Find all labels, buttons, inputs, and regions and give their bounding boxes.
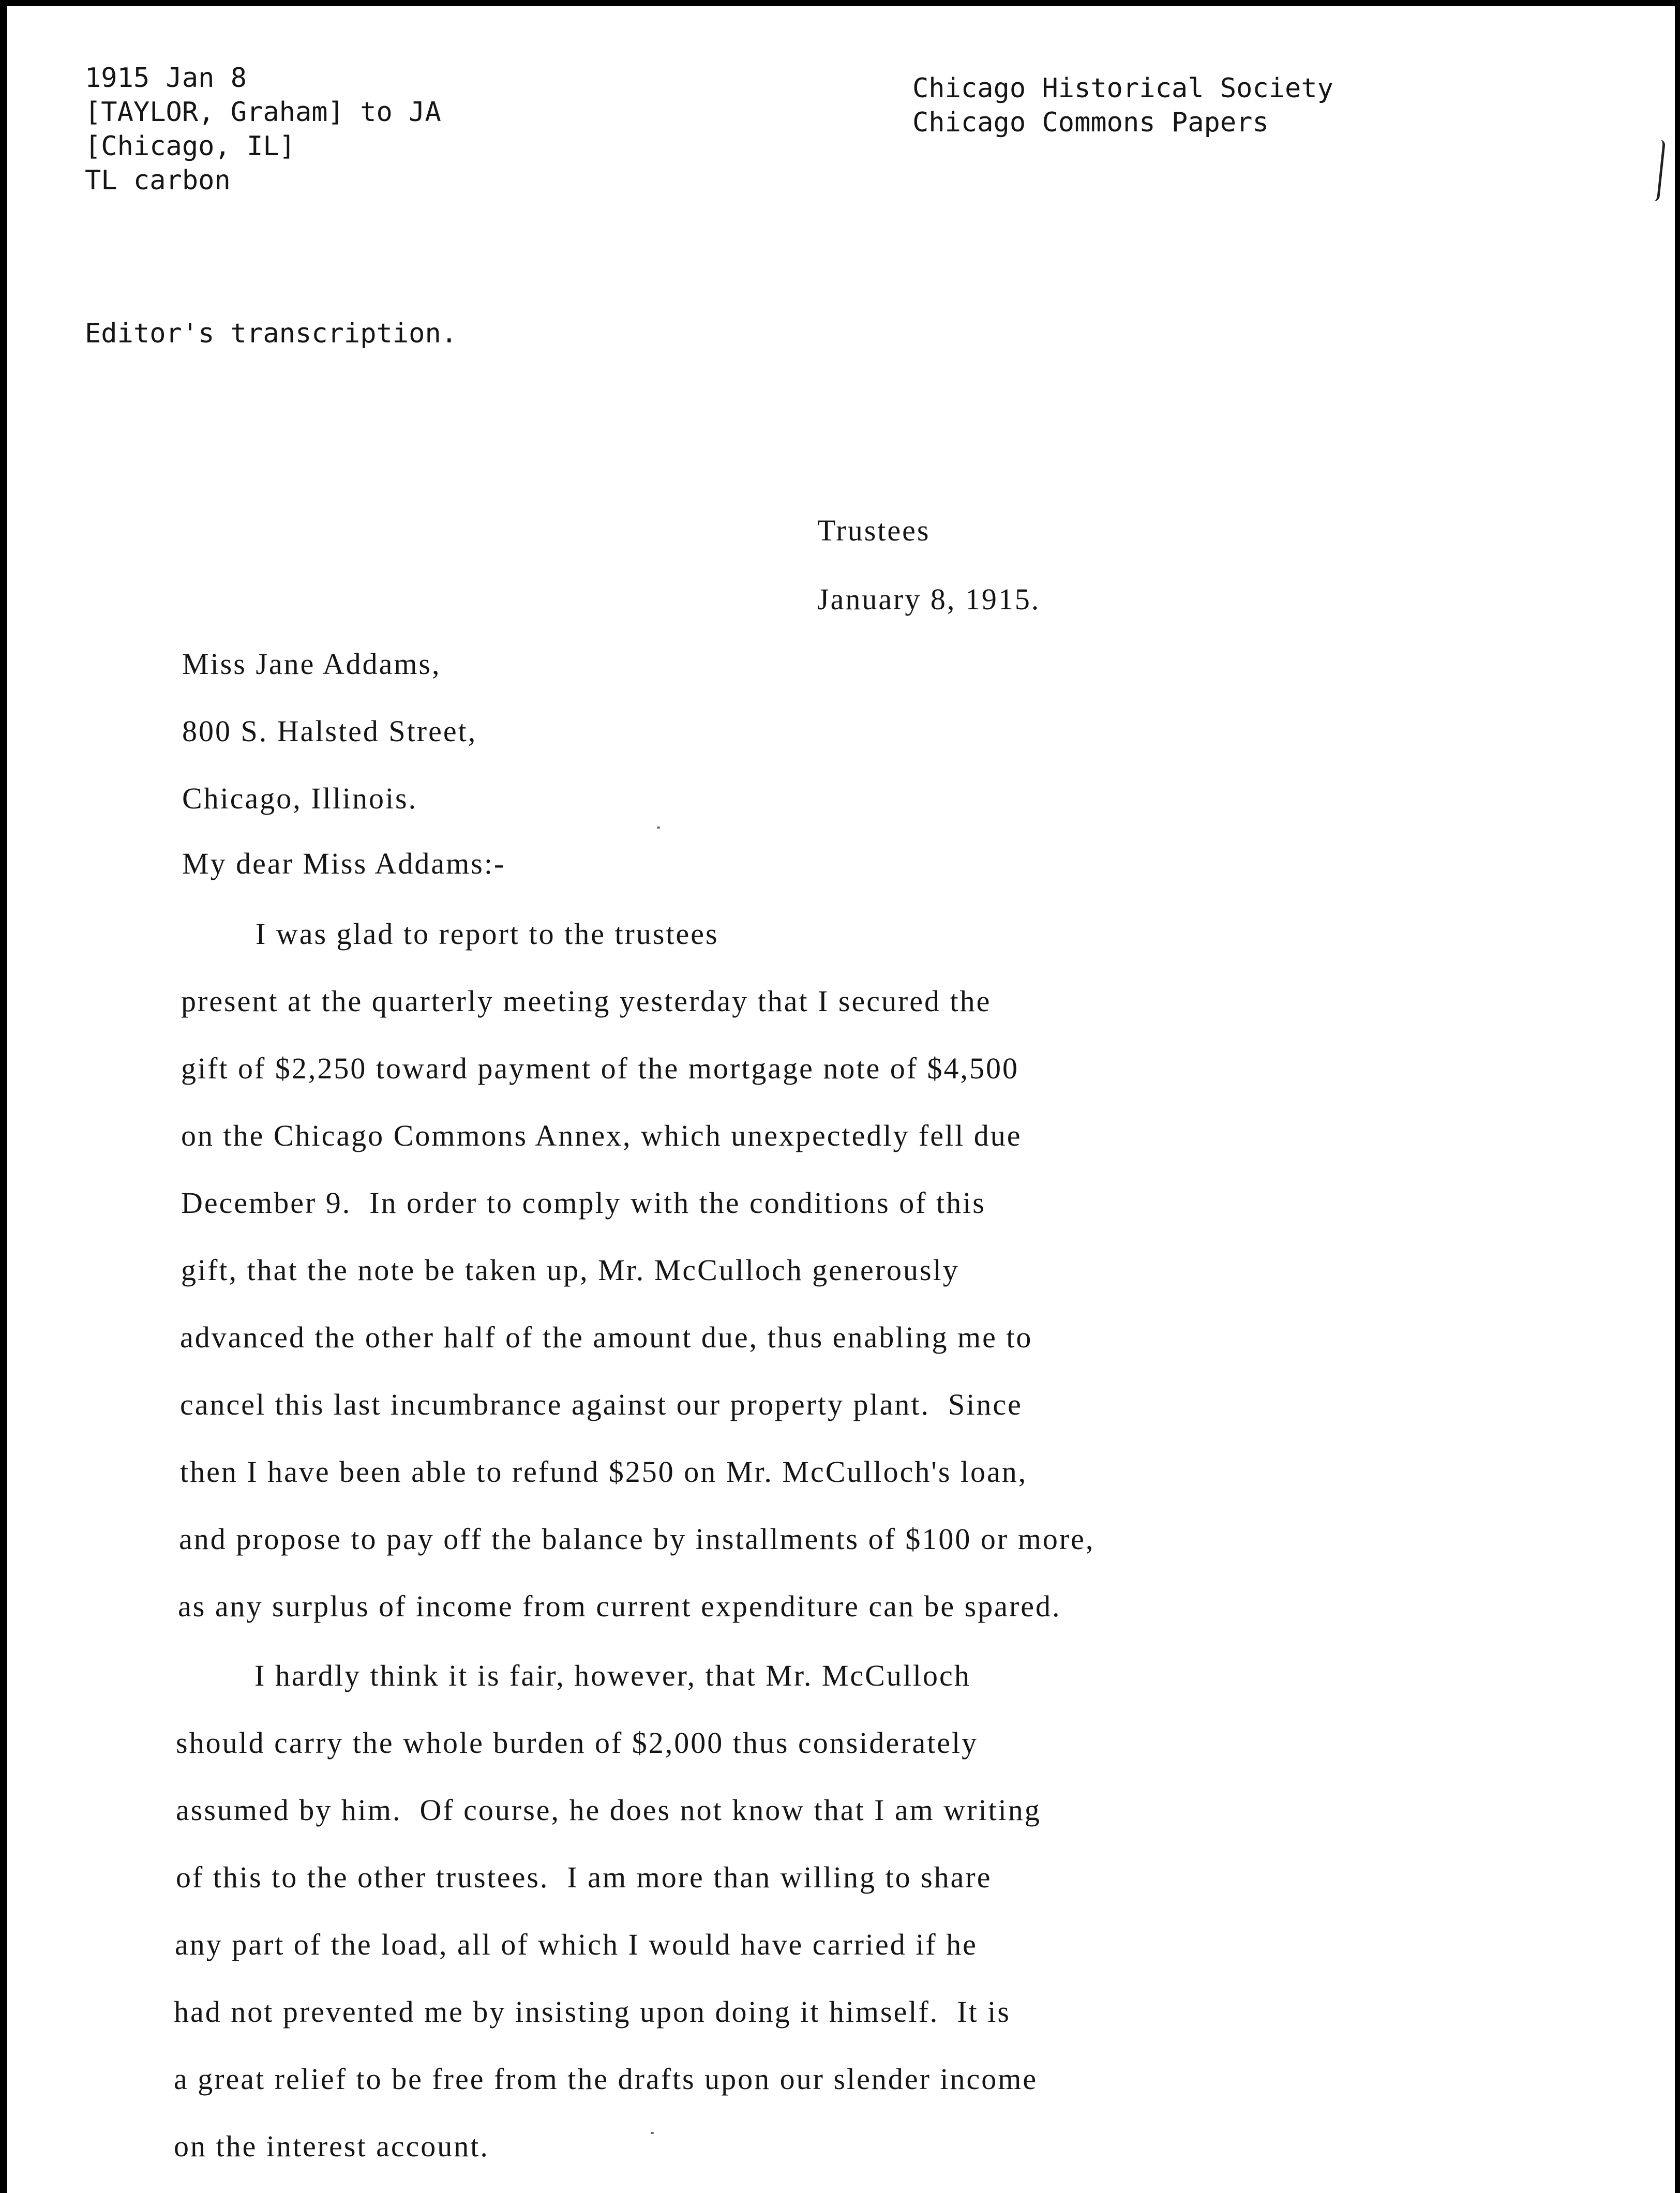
- scan-border-top: [0, 0, 1680, 6]
- address-name: Miss Jane Addams,: [182, 647, 441, 681]
- scan-border-left: [0, 0, 7, 2193]
- body-line: on the interest account.: [174, 2129, 489, 2163]
- catalog-correspondents: [TAYLOR, Graham] to JA: [85, 97, 441, 128]
- scan-speck: [657, 827, 660, 829]
- body-line: then I have been able to refund $250 on Mr. McCulloch's loan,: [180, 1455, 1028, 1489]
- catalog-date: 1915 Jan 8: [85, 63, 247, 94]
- address-city: Chicago, Illinois.: [182, 782, 418, 815]
- body-line: a great relief to be free from the drafts upon our slender income: [174, 2062, 1038, 2096]
- body-line: assumed by him. Of course, he does not know that I am writing: [176, 1793, 1041, 1827]
- editor-note: Editor's transcription.: [85, 318, 458, 349]
- body-line: of this to the other trustees. I am more than willing to share: [176, 1860, 992, 1894]
- body-line: I hardly think it is fair, however, that Mr. McCulloch: [254, 1659, 971, 1692]
- salutation: My dear Miss Addams:-: [182, 847, 506, 880]
- catalog-place: [Chicago, IL]: [85, 131, 295, 162]
- catalog-type: TL carbon: [85, 165, 231, 196]
- body-line: on the Chicago Commons Annex, which unexpectedly fell due: [181, 1119, 1022, 1152]
- letter-date: January 8, 1915.: [817, 582, 1041, 616]
- body-line: should carry the whole burden of $2,000 thus considerately: [176, 1726, 979, 1760]
- body-line: as any surplus of income from current expenditure can be spared.: [178, 1589, 1061, 1623]
- body-line: December 9. In order to comply with the conditions of this: [181, 1186, 986, 1220]
- body-line: and propose to pay off the balance by installments of $100 or more,: [179, 1522, 1095, 1556]
- body-line: I was glad to report to the trustees: [256, 917, 719, 951]
- body-line: had not prevented me by insisting upon doing it himself. It is: [174, 1995, 1011, 2029]
- scan-border-right: [1675, 0, 1680, 2193]
- body-line: any part of the load, all of which I would have carried if he: [175, 1928, 978, 1961]
- archive-collection: Chicago Commons Papers: [912, 107, 1269, 138]
- archive-society: Chicago Historical Society: [912, 73, 1333, 104]
- scan-speck: [651, 2132, 654, 2134]
- address-street: 800 S. Halsted Street,: [182, 714, 477, 748]
- body-line: cancel this last incumbrance against our property plant. Since: [180, 1388, 1023, 1421]
- letter-heading: Trustees: [817, 514, 931, 547]
- body-line: gift, that the note be taken up, Mr. McCulloch generously: [181, 1253, 959, 1287]
- paper-edge-mark: [1654, 140, 1666, 202]
- body-line: present at the quarterly meeting yesterday that I secured the: [181, 984, 992, 1018]
- body-line: advanced the other half of the amount due, thus enabling me to: [180, 1320, 1033, 1354]
- body-line: gift of $2,250 toward payment of the mortgage note of $4,500: [181, 1052, 1019, 1085]
